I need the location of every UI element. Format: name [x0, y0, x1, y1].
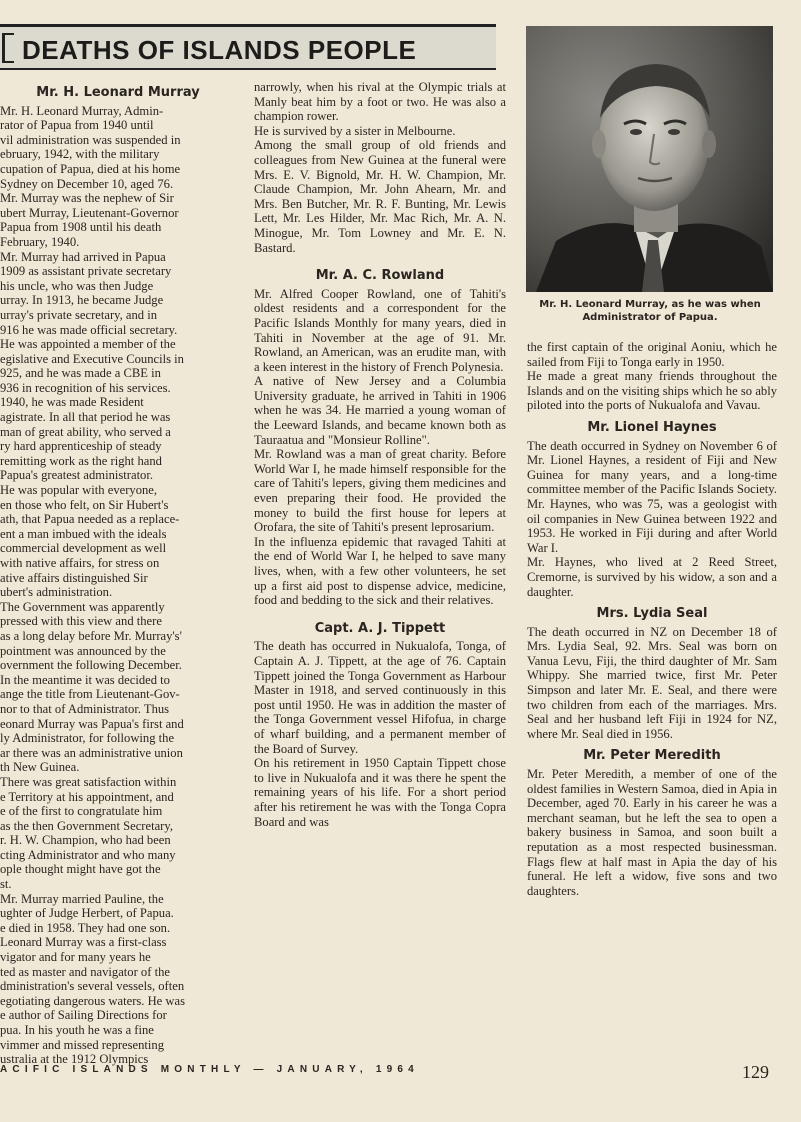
text-line: ar there was an administrative union: [0, 745, 183, 760]
text-line: en those who felt, on Sir Hubert's: [0, 497, 169, 512]
text-line: Sydney on December 10, aged 76.: [0, 176, 174, 191]
text-line: nor to that of Administrator. Thus: [0, 701, 170, 716]
text-line: ath, that Papua needed as a replace-: [0, 512, 180, 527]
text-line: e Territory at his appointment, and: [0, 789, 174, 804]
text-line: He was popular with everyone,: [0, 483, 158, 498]
paragraph: The death has occurred in Nukualofa, Tonga, of Captain A. J. Tippett, at the age of 76. Captain Tippett joined the Tonga Government as Harbour Master in 1918, and served continuously in this post until 1950. He was in addition the master of the Tonga Government vessel Hifofua, in charge of wharf building, and a permanent member of the Board of Survey.: [254, 639, 506, 756]
text-line: th New Guinea.: [0, 760, 80, 775]
text-line: egislative and Executive Councils in: [0, 351, 184, 366]
text-line: ry hard apprenticeship of steady: [0, 439, 162, 454]
paragraph: In the influenza epidemic that ravaged Tahiti at the end of World War I, he helped to save many lives, when, with a few other volunteers, he set up a first aid post to dispense advice, medicine, food and bedding to the sick and their relatives.: [254, 534, 506, 608]
text-line: egotiating dangerous waters. He was: [0, 993, 186, 1008]
text-line: Mr. H. Leonard Murray, Admin-: [0, 103, 164, 118]
headline-banner: [0, 24, 496, 70]
bracket-ornament: [2, 33, 14, 63]
text-line: ughter of Judge Herbert, of Papua.: [0, 906, 174, 921]
text-line: ubert Murray, Lieutenant-Governor: [0, 205, 179, 220]
text-line: ople thought might have got the: [0, 862, 161, 877]
text-line: ted as master and navigator of the: [0, 964, 170, 979]
obituary-heading-meredith: Mr. Peter Meredith: [583, 748, 721, 764]
text-line: Papua from 1908 until his death: [0, 220, 162, 235]
text-line: dministration's several vessels, often: [0, 979, 185, 994]
page-headline: DEATHS OF ISLANDS PEOPLE: [22, 35, 417, 65]
text-line: Papua's greatest administrator.: [0, 468, 154, 483]
text-line: ange the title from Lieutenant-Gov-: [0, 687, 180, 702]
text-line: February, 1940.: [0, 234, 80, 249]
paragraph: He made a great many friends throughout the Islands and on the visiting ships which he so ably piloted into the ports of Nukualofa and Vavau.: [527, 369, 777, 413]
text-line: cting Administrator and who many: [0, 847, 176, 862]
text-line: commercial development as well: [0, 541, 167, 556]
portrait-photo: [526, 26, 773, 292]
paragraph: Among the small group of old friends and colleagues from New Guinea at the funeral were Mrs. E. V. Bignold, Mr. H. W. Champion, Mr. Claude Champion, Mr. John Ahearn, Mr. and Mrs. Ben Butcher, Mr. R. F. Bunting, Mr. Lewis Lett, Mr. Les Hilder, Mr. Mac Rich, Mr. A. N. Minogue, Mr. Tom Lowney and Mr. E. N. Bastard.: [254, 138, 506, 255]
text-line: Mr. Murray married Pauline, the: [0, 891, 164, 906]
photo-caption: Mr. H. Leonard Murray, as he was when Administrator of Papua.: [539, 299, 761, 323]
text-line: Mr. Murray was the nephew of Sir: [0, 191, 174, 206]
text-line: remitting work as the right hand: [0, 453, 162, 468]
paragraph: On his retirement in 1950 Captain Tippett chose to live in Nukualofa and it was there he spent the remaining years of his life. For a short period after his retirement he was with the Tonga Copra Board and was: [254, 756, 506, 829]
paragraph: narrowly, when his rival at the Olympic trials at Manly beat him by a foot or two. He was also a champion rower.: [254, 80, 506, 124]
paragraph: Mr. Peter Meredith, a member of one of the oldest families in Western Samoa, died in Apia in December, aged 70. Early in his career he was a merchant seaman, but he left the sea to open a bakery business in Samoa, and soon built a reputation as a most respected businessman. Flags flew at half mast in Apia the day of his funeral. He left a widow, five sons and two daughters.: [527, 767, 777, 898]
paragraph: Mr. Alfred Cooper Rowland, one of Tahiti's oldest residents and a correspondent for the Pacific Islands Monthly for many years, died in Tahiti in November at the age of 91. Mr. Rowland, an American, was an erudite man, with a keen interest in the history of French Polynesia.: [254, 286, 506, 374]
text-line: r. H. W. Champion, who had been: [0, 833, 171, 848]
obituary-heading-rowland: Mr. A. C. Rowland: [315, 268, 445, 284]
text-line: Mr. Murray had arrived in Papua: [0, 249, 166, 264]
text-line: st.: [0, 877, 12, 892]
text-line: urray. In 1913, he became Judge: [0, 293, 164, 308]
column-2: [254, 80, 506, 829]
text-line: eonard Murray was Papua's first and: [0, 716, 184, 731]
text-line: agistrate. In all that period he was: [0, 410, 171, 425]
text-line: vigator and for many years he: [0, 950, 151, 965]
text-line: pointment was announced by the: [0, 643, 166, 658]
paragraph: The death occurred in Sydney on November 6 of Mr. Lionel Haynes, a resident of Fiji and New Guinea for many years, and a long-time committee member of the Pacific Islands Society.: [527, 438, 777, 497]
text-line: He was appointed a member of the: [0, 337, 176, 352]
text-line: overnment the following December.: [0, 658, 182, 673]
paragraph: The death occurred in NZ on December 18 of Mrs. Lydia Seal, 92. Mrs. Seal was born on Vanua Levu, Fiji, the third daughter of Mr. Sam Whippy. She married twice, first Mr. Peter Simpson and later Mr. E. Seal, and there were two children from each of the marriages. Mrs. Seal and her husband left Fiji in 1924 for NZ, where Mr. Seal died in 1956.: [527, 624, 777, 741]
text-line: There was great satisfaction within: [0, 774, 177, 789]
text-line: man of great ability, who served a: [0, 424, 171, 439]
text-line: rator of Papua from 1940 until: [0, 118, 154, 133]
obituary-heading-seal: Mrs. Lydia Seal: [596, 606, 708, 622]
obituary-heading-tippett: Capt. A. J. Tippett: [314, 620, 446, 636]
obituary-heading-haynes: Mr. Lionel Haynes: [587, 419, 717, 435]
text-line: vimmer and missed representing: [0, 1037, 165, 1052]
text-line: Leonard Murray was a first-class: [0, 935, 167, 950]
text-line: ebruary, 1942, with the military: [0, 147, 160, 162]
text-line: as a long delay before Mr. Murray's': [0, 628, 182, 643]
paragraph: A native of New Jersey and a Columbia University graduate, he arrived in Tahiti in 1906 when he was 34. He married a young woman of the Leeward Islands, and became known both as Tauraatua and "Monsieur Rolline".: [254, 374, 506, 447]
text-line: cupation of Papua, died at his home: [0, 161, 181, 176]
paragraph: He is survived by a sister in Melbourne.: [254, 123, 456, 138]
text-line: ative affairs distinguished Sir: [0, 570, 148, 585]
column-3: [527, 340, 777, 898]
text-line: as the then Government Secretary,: [0, 818, 173, 833]
publication-line: ACIFIC ISLANDS MONTHLY — JANUARY, 1964: [0, 1064, 419, 1075]
text-line: In the meantime it was decided to: [0, 672, 170, 687]
text-line: vil administration was suspended in: [0, 132, 181, 147]
page-number: 129: [742, 1062, 769, 1082]
text-line: his uncle, who was then Judge: [0, 278, 154, 293]
text-line: ly Administrator, for following the: [0, 731, 175, 746]
text-line: 1940, he was made Resident: [0, 395, 144, 410]
column-1: [0, 86, 236, 1067]
portrait-illustration: [526, 26, 773, 292]
text-line: 925, and he was made a CBE in: [0, 366, 161, 381]
text-line: ustralia at the 1912 Olympics: [0, 1052, 149, 1067]
text-line: with native affairs, for stress on: [0, 556, 160, 570]
text-line: ubert's administration.: [0, 585, 113, 600]
paragraph: Mr. Haynes, who was 75, was a geologist with oil companies in New Guinea between 1922 and 1953. He worked in Fiji during and after World War I.: [527, 496, 777, 555]
paragraph: the first captain of the original Aoniu, which he sailed from Fiji to Tonga early in 1950.: [527, 340, 777, 369]
text-line: pressed with this view and there: [0, 614, 162, 629]
text-line: 1909 as assistant private secretary: [0, 264, 172, 279]
text-line: ent a man imbued with the ideals: [0, 526, 167, 541]
text-line: 936 in recognition of his services.: [0, 380, 171, 395]
text-line: e died in 1958. They had one son.: [0, 920, 171, 935]
text-line: 916 he was made official secretary.: [0, 322, 178, 337]
text-line: pua. In his youth he was a fine: [0, 1023, 154, 1037]
obituary-heading-murray: Mr. H. Leonard Murray: [36, 85, 200, 100]
page-footer: [0, 1060, 760, 1078]
obituary-body-murray: [0, 104, 236, 1067]
paragraph: Mr. Haynes, who lived at 2 Reed Street, Cremorne, is survived by his widow, a son and a daughter.: [527, 555, 777, 599]
text-line: e of the first to congratulate him: [0, 804, 163, 819]
text-line: urray's private secretary, and in: [0, 307, 158, 322]
text-line: e author of Sailing Directions for: [0, 1008, 167, 1023]
paragraph: Mr. Rowland was a man of great charity. Before World War I, he made himself responsible for the care of Tahiti's lepers, giving them medicines and even preparing their food. He provided the money to build the first house for lepers at Orofara, the site of Tahiti's present leprosarium.: [254, 447, 506, 535]
text-line: The Government was apparently: [0, 599, 165, 614]
